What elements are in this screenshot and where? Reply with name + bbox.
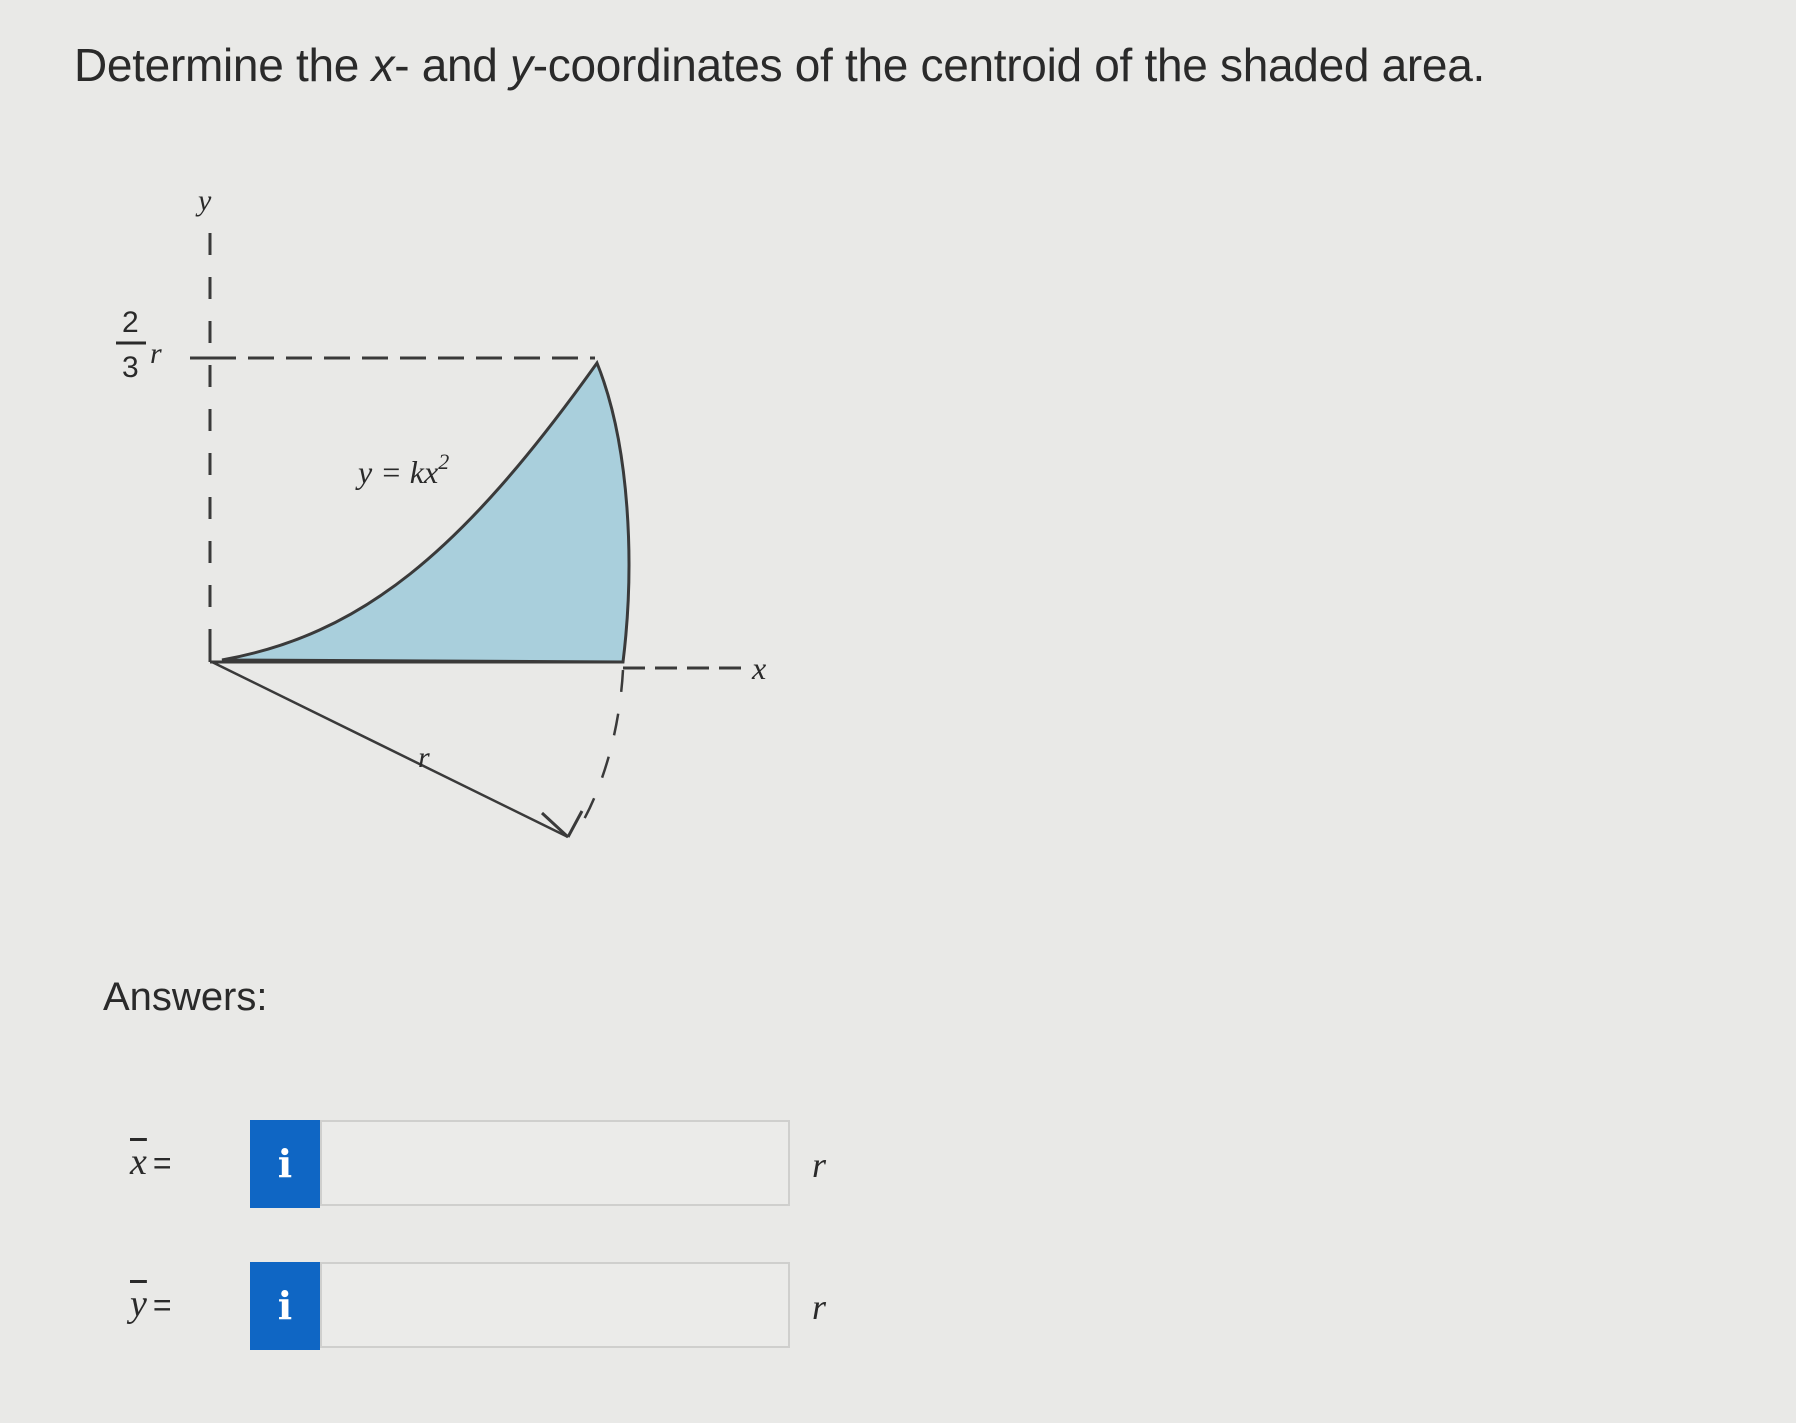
question-part3: -coordinates of the centroid of the shaded area. (532, 39, 1485, 91)
x-bar-label (130, 1140, 172, 1184)
curve-equation (355, 449, 449, 490)
y-info-button[interactable]: i (250, 1262, 320, 1350)
x-equals: = (152, 1145, 172, 1181)
y-axis-label: y (198, 184, 212, 217)
centroid-figure (100, 165, 920, 905)
height-numerator: 2 (122, 306, 139, 339)
answers-label: Answers: (103, 975, 268, 1019)
radius-label: r (418, 741, 430, 774)
height-denominator: 3 (122, 351, 139, 384)
question-y-var: y (510, 39, 533, 91)
answer-row-y (120, 1262, 840, 1352)
curve-equation-text: y = kx (358, 454, 439, 490)
y-unit: r (812, 1287, 827, 1327)
shaded-area (222, 363, 629, 662)
question-x-var: x (371, 39, 395, 91)
x-bar-variable: $\overline{x}$ (130, 1141, 147, 1183)
x-unit: r (812, 1145, 827, 1185)
height-variable: r (150, 337, 162, 370)
radius-arrowhead (542, 811, 582, 837)
arc-dashed (578, 670, 623, 830)
question-part2: - and (394, 39, 511, 91)
x-answer-input[interactable] (322, 1122, 788, 1204)
x-answer-field[interactable] (320, 1120, 790, 1206)
y-answer-field[interactable] (320, 1262, 790, 1348)
radius-line (212, 662, 568, 837)
y-answer-input[interactable] (322, 1264, 788, 1346)
answer-row-x (120, 1120, 840, 1210)
figure-svg (100, 165, 920, 905)
y-equals: = (152, 1287, 172, 1323)
y-bar-label (130, 1282, 172, 1326)
y-bar-variable: $\overline{y}$ (130, 1283, 147, 1325)
x-axis-label: x (752, 650, 767, 686)
question-part1: Determine the (74, 39, 372, 91)
question-text (74, 38, 1485, 92)
curve-exponent: 2 (438, 449, 450, 474)
x-info-button[interactable]: i (250, 1120, 320, 1208)
